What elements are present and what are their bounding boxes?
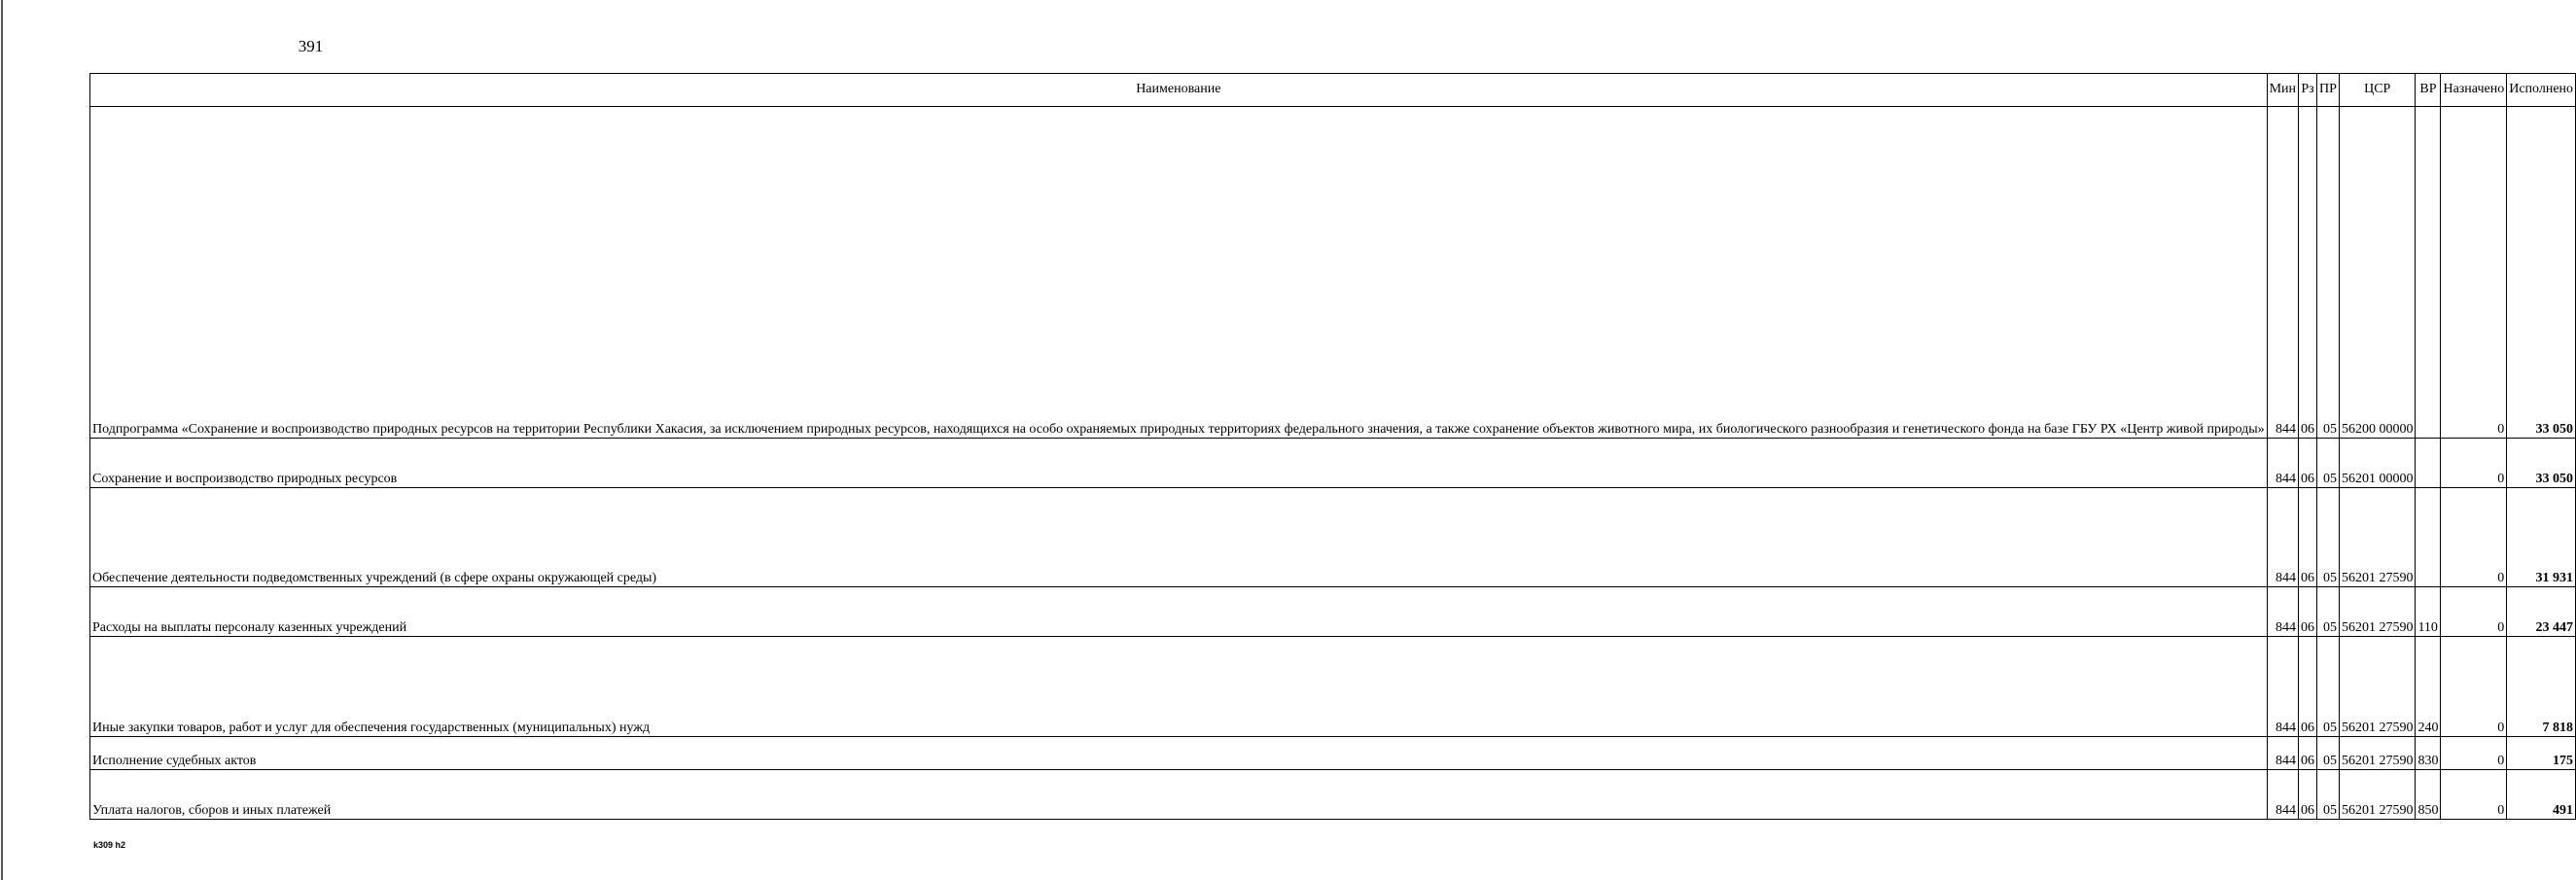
- table-row: [90, 770, 2576, 820]
- header-assigned: Назначено: [2441, 74, 2507, 107]
- row-csr: 56201 00000: [2339, 439, 2416, 488]
- header-name: Наименование: [90, 74, 2268, 107]
- row-rz: 06: [2299, 488, 2317, 587]
- header-pr: ПР: [2317, 74, 2340, 107]
- row-min: 844: [2267, 439, 2298, 488]
- row-min: 844: [2267, 107, 2298, 439]
- row-name: Исполнение судебных актов: [90, 737, 2268, 770]
- row-assigned: 0: [2441, 488, 2507, 587]
- row-pr: 05: [2317, 737, 2340, 770]
- row-assigned: 0: [2441, 737, 2507, 770]
- row-min: 844: [2267, 637, 2298, 737]
- row-csr: 56201 27590: [2339, 488, 2416, 587]
- row-vr: 850: [2416, 770, 2441, 820]
- row-assigned: 0: [2441, 587, 2507, 637]
- row-csr: 56201 27590: [2339, 637, 2416, 737]
- row-vr: [2416, 439, 2441, 488]
- row-rz: 06: [2299, 107, 2317, 439]
- row-name: Обеспечение деятельности подведомственных учреждений (в сфере охраны окружающей среды): [90, 488, 2268, 587]
- row-executed: 33 050: [2507, 439, 2576, 488]
- row-vr: [2416, 488, 2441, 587]
- row-pr: 05: [2317, 488, 2340, 587]
- row-assigned: 0: [2441, 637, 2507, 737]
- row-name: Сохранение и воспроизводство природных ресурсов: [90, 439, 2268, 488]
- row-executed: 175: [2507, 737, 2576, 770]
- row-pr: 05: [2317, 107, 2340, 439]
- table-header-row: [90, 74, 2576, 107]
- page-number: 391: [298, 37, 324, 55]
- row-rz: 06: [2299, 439, 2317, 488]
- row-pr: 05: [2317, 637, 2340, 737]
- row-pr: 05: [2317, 439, 2340, 488]
- header-csr: ЦСР: [2339, 74, 2416, 107]
- row-min: 844: [2267, 587, 2298, 637]
- row-name: Уплата налогов, сборов и иных платежей: [90, 770, 2268, 820]
- row-name: Подпрограмма «Сохранение и воспроизводство природных ресурсов на территории Республики Хакасия, за исключением природных ресурсов, находящихся на особо охраняемых природных территориях федерального значения, а также сохранение объектов животного мира, их биологического разнообразия и генетического фонда на базе ГБУ РХ «Центр живой природы»: [90, 107, 2268, 439]
- row-rz: 06: [2299, 637, 2317, 737]
- row-vr: 110: [2416, 587, 2441, 637]
- row-assigned: 0: [2441, 439, 2507, 488]
- row-csr: 56201 27590: [2339, 737, 2416, 770]
- row-executed: 33 050: [2507, 107, 2576, 439]
- row-pr: 05: [2317, 587, 2340, 637]
- row-name: Иные закупки товаров, работ и услуг для обеспечения государственных (муниципальных) нужд: [90, 637, 2268, 737]
- row-csr: 56201 27590: [2339, 770, 2416, 820]
- row-executed: 7 818: [2507, 637, 2576, 737]
- footer-code: k309 h2: [93, 840, 126, 850]
- table-row: [90, 107, 2576, 439]
- header-min: Мин: [2267, 74, 2298, 107]
- header-vr: ВР: [2416, 74, 2441, 107]
- row-csr: 56201 27590: [2339, 587, 2416, 637]
- row-rz: 06: [2299, 587, 2317, 637]
- row-min: 844: [2267, 488, 2298, 587]
- row-executed: 23 447: [2507, 587, 2576, 637]
- budget-table: [89, 73, 2576, 820]
- header-executed: Исполнено: [2507, 74, 2576, 107]
- row-min: 844: [2267, 770, 2298, 820]
- table-row: [90, 587, 2576, 637]
- table-row: [90, 737, 2576, 770]
- header-rz: Рз: [2299, 74, 2317, 107]
- table-row: [90, 637, 2576, 737]
- row-rz: 06: [2299, 737, 2317, 770]
- row-rz: 06: [2299, 770, 2317, 820]
- table-row: [90, 439, 2576, 488]
- scan-edge-line: [1, 0, 3, 880]
- row-assigned: 0: [2441, 770, 2507, 820]
- row-pr: 05: [2317, 770, 2340, 820]
- row-csr: 56200 00000: [2339, 107, 2416, 439]
- row-vr: [2416, 107, 2441, 439]
- row-executed: 31 931: [2507, 488, 2576, 587]
- row-vr: 240: [2416, 637, 2441, 737]
- row-vr: 830: [2416, 737, 2441, 770]
- row-min: 844: [2267, 737, 2298, 770]
- table-row: [90, 488, 2576, 587]
- row-name: Расходы на выплаты персоналу казенных учреждений: [90, 587, 2268, 637]
- row-assigned: 0: [2441, 107, 2507, 439]
- row-executed: 491: [2507, 770, 2576, 820]
